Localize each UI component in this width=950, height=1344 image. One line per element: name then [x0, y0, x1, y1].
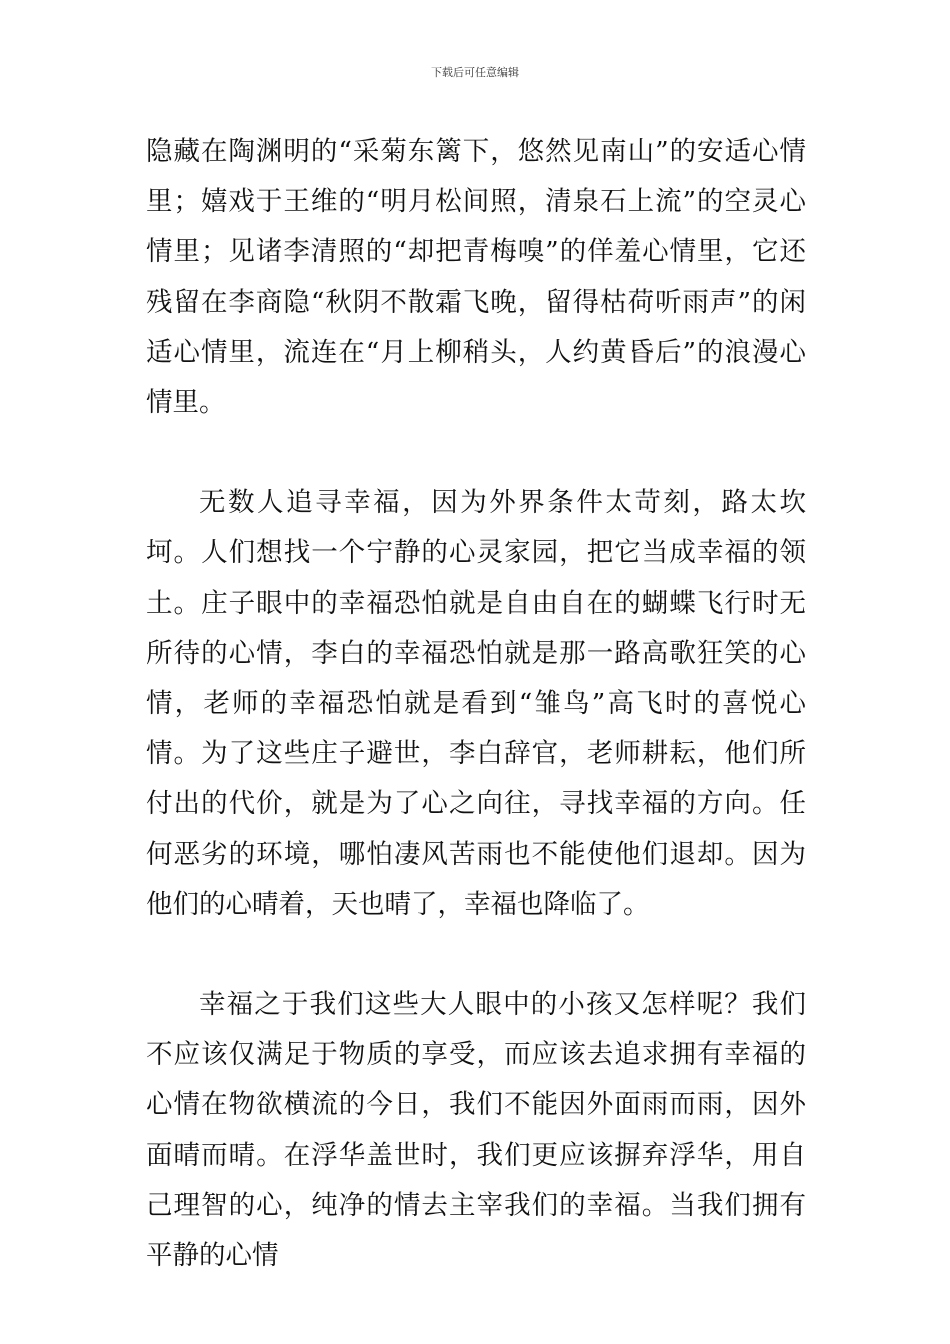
- document-body: [146, 127, 806, 1281]
- paragraph-1: 隐藏在陶渊明的“采菊东篱下，悠然见南山”的安适心情里；嬉戏于王维的“明月松间照，清泉石上流”的空灵心情里；见诸李清照的“却把青梅嗅”的佯羞心情里，它还残留在李商隐“秋阴不散霜飞晚，留得枯荷听雨声”的闲适心情里，流连在“月上柳稍头，人约黄昏后”的浪漫心情里。: [146, 136, 806, 419]
- paragraph-3: 幸福之于我们这些大人眼中的小孩又怎样呢？我们不应该仅满足于物质的享受，而应该去追求拥有幸福的心情在物欲横流的今日，我们不能因外面雨而雨，因外面晴而晴。在浮华盖世时，我们更应该摒弃浮华，用自己理智的心，纯净的情去主宰我们的幸福。当我们拥有平静的心情: [146, 989, 806, 1272]
- page-header: 下载后可任意编辑: [431, 66, 519, 79]
- paragraph-2: 无数人追寻幸福，因为外界条件太苛刻，路太坎坷。人们想找一个宁静的心灵家园，把它当成幸福的领土。庄子眼中的幸福恐怕就是自由自在的蝴蝶飞行时无所待的心情，李白的幸福恐怕就是那一路高歌狂笑的心情，老师的幸福恐怕就是看到“雏鸟”高飞时的喜悦心情。为了这些庄子避世，李白辞官，老师耕耘，他们所付出的代价，就是为了心之向往，寻找幸福的方向。任何恶劣的环境，哪怕凄风苦雨也不能使他们退却。因为他们的心晴着，天也晴了，幸福也降临了。: [146, 487, 806, 920]
